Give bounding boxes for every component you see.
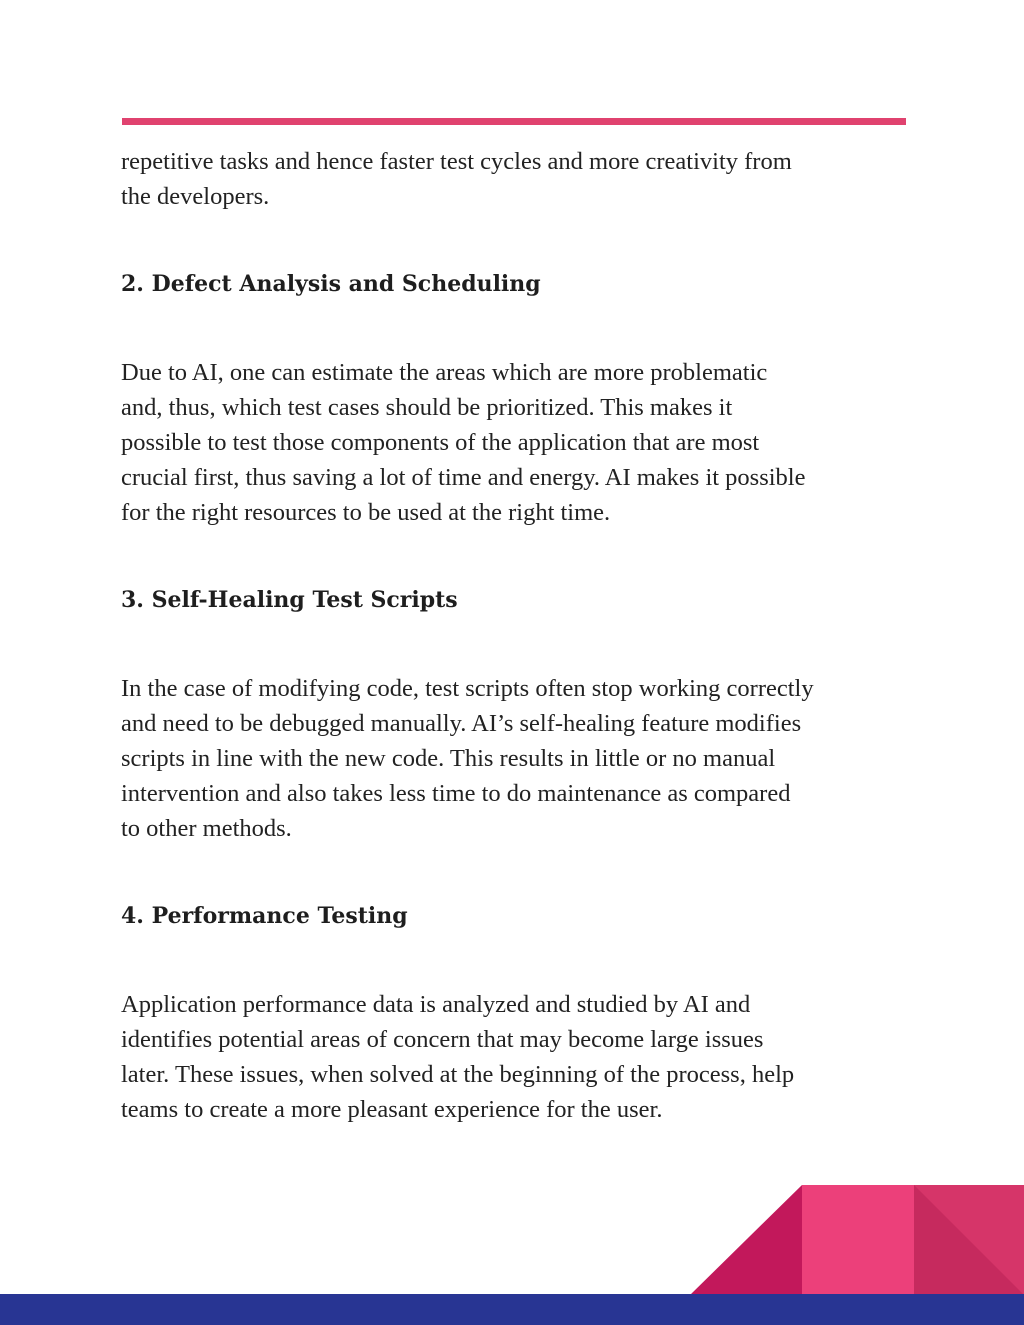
corner-decoration: [690, 1185, 1024, 1295]
section-heading-self-healing: 3. Self-Healing Test Scripts: [121, 587, 458, 613]
corner-block-mid: [802, 1185, 914, 1295]
section-heading-performance-testing: 4. Performance Testing: [121, 903, 408, 929]
top-accent-rule: [122, 118, 906, 125]
intro-continuation-paragraph: repetitive tasks and hence faster test cycles and more creativity from the developers.: [121, 148, 792, 210]
footer-bar: [0, 1294, 1024, 1325]
section-body-self-healing: In the case of modifying code, test scripts often stop working correctly and need to be debugged manually. AI’s self-healing feature modifies scripts in line with the new code. This results in little or no manual intervention and also takes less time to do maintenance as compared to other methods.: [121, 675, 814, 842]
section-heading-defect-analysis: 2. Defect Analysis and Scheduling: [121, 271, 541, 297]
section-body-defect-analysis: Due to AI, one can estimate the areas which are more problematic and, thus, which test cases should be prioritized. This makes it possible to test those components of the application that are most crucial first, thus saving a lot of time and energy. AI makes it possible for the right resources to be used at the right time.: [121, 359, 806, 526]
document-body: [121, 144, 911, 1127]
section-body-performance-testing: Application performance data is analyzed and studied by AI and identifies potential areas of concern that may become large issues later. These issues, when solved at the beginning of the process, help teams to create a more pleasant experience for the user.: [121, 991, 795, 1123]
corner-triangle-dark: [690, 1185, 802, 1295]
